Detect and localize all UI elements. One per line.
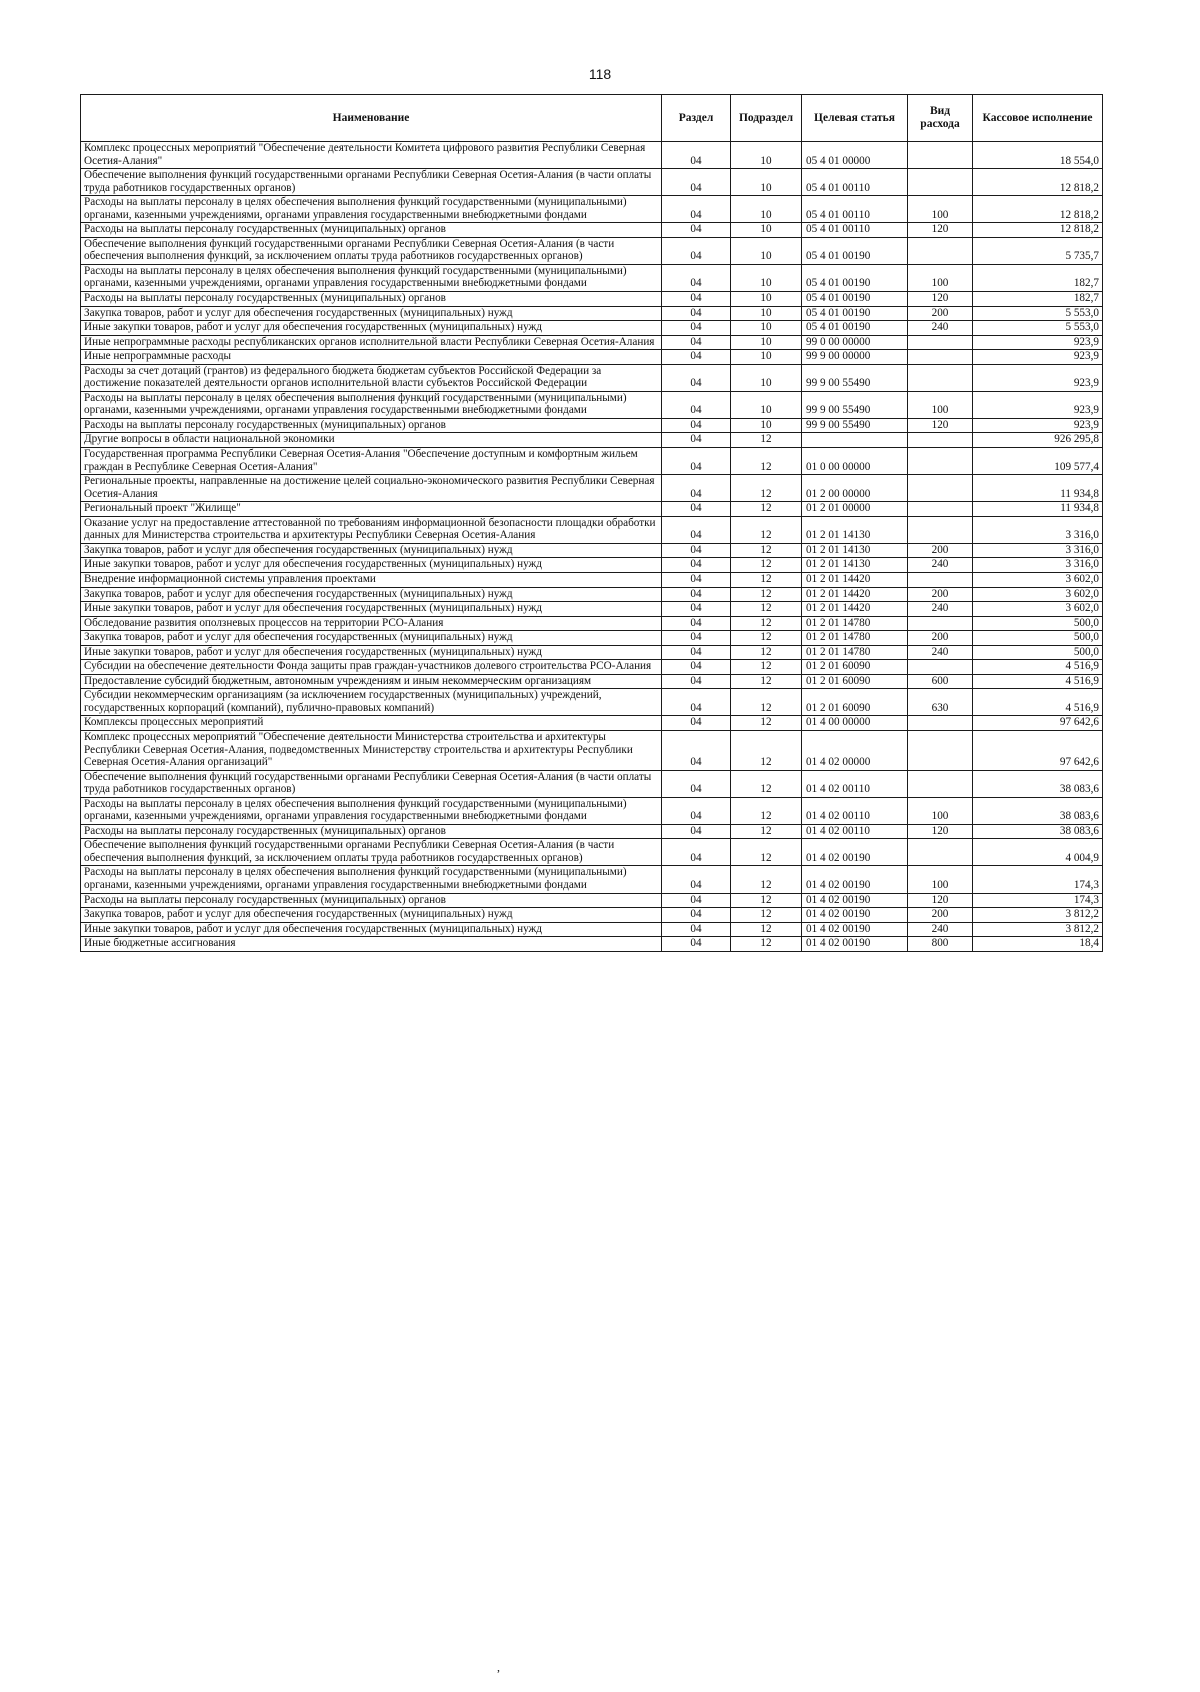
row-target-cell: 01 2 01 60090 xyxy=(802,660,908,675)
table-row xyxy=(81,770,1103,797)
row-podrazdel-cell: 10 xyxy=(731,364,802,391)
row-name-cell: Закупка товаров, работ и услуг для обеспечения государственных (муниципальных) нужд xyxy=(81,306,662,321)
row-razdel-cell: 04 xyxy=(662,572,731,587)
row-vid-cell: 240 xyxy=(908,602,973,617)
row-vid-cell: 200 xyxy=(908,631,973,646)
row-target-cell: 05 4 01 00190 xyxy=(802,321,908,336)
row-podrazdel-cell: 10 xyxy=(731,335,802,350)
row-name-cell: Иные закупки товаров, работ и услуг для обеспечения государственных (муниципальных) нужд xyxy=(81,602,662,617)
row-name-cell: Расходы на выплаты персоналу в целях обеспечения выполнения функций государственными (муниципальными) органами, казенными учреждениями, органами управления государственными внебюджетными фондами xyxy=(81,866,662,893)
row-razdel-cell: 04 xyxy=(662,824,731,839)
row-target-cell: 01 2 01 14780 xyxy=(802,616,908,631)
row-vid-cell: 200 xyxy=(908,306,973,321)
row-podrazdel-cell: 10 xyxy=(731,350,802,365)
row-amount-cell: 500,0 xyxy=(973,616,1103,631)
row-name-cell: Комплекс процессных мероприятий "Обеспечение деятельности Министерства строительства и архитектуры Республики Северная Осетия-Алания, подведомственных Министерству строительства и архитектуры Республики Северная Осетия-Алания организаций" xyxy=(81,730,662,770)
row-name-cell: Обеспечение выполнения функций государственными органами Республики Северная Осетия-Алания (в части обеспечения выполнения функций, за исключением оплаты труда работников государственных органов) xyxy=(81,237,662,264)
row-amount-cell: 12 818,2 xyxy=(973,196,1103,223)
row-amount-cell: 11 934,8 xyxy=(973,475,1103,502)
row-podrazdel-cell: 12 xyxy=(731,674,802,689)
row-target-cell: 01 2 01 14420 xyxy=(802,572,908,587)
row-amount-cell: 926 295,8 xyxy=(973,433,1103,448)
row-vid-cell: 100 xyxy=(908,797,973,824)
row-podrazdel-cell: 12 xyxy=(731,558,802,573)
row-amount-cell: 12 818,2 xyxy=(973,169,1103,196)
row-amount-cell: 500,0 xyxy=(973,645,1103,660)
row-podrazdel-cell: 12 xyxy=(731,502,802,517)
row-vid-cell xyxy=(908,516,973,543)
row-vid-cell: 120 xyxy=(908,292,973,307)
row-target-cell: 01 4 02 00110 xyxy=(802,824,908,839)
table-row xyxy=(81,516,1103,543)
row-razdel-cell: 04 xyxy=(662,516,731,543)
row-amount-cell: 11 934,8 xyxy=(973,502,1103,517)
row-razdel-cell: 04 xyxy=(662,937,731,952)
row-name-cell: Расходы на выплаты персоналу в целях обеспечения выполнения функций государственными (муниципальными) органами, казенными учреждениями, органами управления государственными внебюджетными фондами xyxy=(81,391,662,418)
table-row xyxy=(81,937,1103,952)
row-razdel-cell: 04 xyxy=(662,364,731,391)
row-amount-cell: 4 516,9 xyxy=(973,689,1103,716)
row-podrazdel-cell: 12 xyxy=(731,572,802,587)
table-header xyxy=(81,95,1103,142)
row-vid-cell xyxy=(908,169,973,196)
row-amount-cell: 3 316,0 xyxy=(973,558,1103,573)
row-name-cell: Закупка товаров, работ и услуг для обеспечения государственных (муниципальных) нужд xyxy=(81,543,662,558)
table-row xyxy=(81,223,1103,238)
table-row xyxy=(81,839,1103,866)
row-razdel-cell: 04 xyxy=(662,223,731,238)
row-podrazdel-cell: 12 xyxy=(731,660,802,675)
row-name-cell: Обеспечение выполнения функций государственными органами Республики Северная Осетия-Алания (в части обеспечения выполнения функций, за исключением оплаты труда работников государственных органов) xyxy=(81,839,662,866)
row-name-cell: Расходы на выплаты персоналу государственных (муниципальных) органов xyxy=(81,893,662,908)
row-podrazdel-cell: 10 xyxy=(731,418,802,433)
table-row xyxy=(81,674,1103,689)
header-name: Наименование xyxy=(81,95,662,142)
table-row xyxy=(81,558,1103,573)
row-name-cell: Региональные проекты, направленные на достижение целей социально-экономического развития Республики Северная Осетия-Алания xyxy=(81,475,662,502)
row-podrazdel-cell: 12 xyxy=(731,908,802,923)
table-row xyxy=(81,169,1103,196)
row-target-cell: 99 9 00 55490 xyxy=(802,418,908,433)
row-target-cell: 01 2 01 14780 xyxy=(802,631,908,646)
row-amount-cell: 12 818,2 xyxy=(973,223,1103,238)
row-name-cell: Закупка товаров, работ и услуг для обеспечения государственных (муниципальных) нужд xyxy=(81,587,662,602)
row-podrazdel-cell: 12 xyxy=(731,631,802,646)
row-target-cell: 01 4 02 00190 xyxy=(802,908,908,923)
table-row xyxy=(81,730,1103,770)
header-razdel: Раздел xyxy=(662,95,731,142)
table-row xyxy=(81,306,1103,321)
table-body xyxy=(81,142,1103,952)
row-name-cell: Обеспечение выполнения функций государственными органами Республики Северная Осетия-Алания (в части оплаты труда работников государственных органов) xyxy=(81,770,662,797)
row-amount-cell: 923,9 xyxy=(973,364,1103,391)
row-razdel-cell: 04 xyxy=(662,797,731,824)
row-amount-cell: 923,9 xyxy=(973,391,1103,418)
row-podrazdel-cell: 12 xyxy=(731,716,802,731)
row-target-cell: 01 0 00 00000 xyxy=(802,448,908,475)
table-row xyxy=(81,660,1103,675)
row-target-cell: 05 4 01 00110 xyxy=(802,169,908,196)
row-target-cell: 05 4 01 00000 xyxy=(802,142,908,169)
row-razdel-cell: 04 xyxy=(662,689,731,716)
row-name-cell: Закупка товаров, работ и услуг для обеспечения государственных (муниципальных) нужд xyxy=(81,908,662,923)
row-vid-cell xyxy=(908,364,973,391)
row-podrazdel-cell: 12 xyxy=(731,770,802,797)
row-name-cell: Внедрение информационной системы управления проектами xyxy=(81,572,662,587)
row-amount-cell: 5 553,0 xyxy=(973,321,1103,336)
row-name-cell: Иные непрограммные расходы республиканских органов исполнительной власти Республики Северная Осетия-Алания xyxy=(81,335,662,350)
row-name-cell: Предоставление субсидий бюджетным, автономным учреждениям и иным некоммерческим организациям xyxy=(81,674,662,689)
table-row xyxy=(81,543,1103,558)
row-target-cell: 01 4 02 00190 xyxy=(802,893,908,908)
row-razdel-cell: 04 xyxy=(662,418,731,433)
budget-execution-table xyxy=(80,94,1103,952)
row-amount-cell: 3 602,0 xyxy=(973,587,1103,602)
row-podrazdel-cell: 12 xyxy=(731,448,802,475)
row-amount-cell: 500,0 xyxy=(973,631,1103,646)
row-razdel-cell: 04 xyxy=(662,321,731,336)
row-vid-cell: 200 xyxy=(908,587,973,602)
table-row xyxy=(81,391,1103,418)
row-amount-cell: 38 083,6 xyxy=(973,824,1103,839)
row-amount-cell: 4 516,9 xyxy=(973,674,1103,689)
row-target-cell: 01 4 02 00190 xyxy=(802,839,908,866)
row-target-cell: 05 4 01 00110 xyxy=(802,223,908,238)
row-name-cell: Расходы на выплаты персоналу в целях обеспечения выполнения функций государственными (муниципальными) органами, казенными учреждениями, органами управления государственными внебюджетными фондами xyxy=(81,196,662,223)
row-razdel-cell: 04 xyxy=(662,839,731,866)
header-vid: Вид расхода xyxy=(908,95,973,142)
row-amount-cell: 3 812,2 xyxy=(973,922,1103,937)
row-target-cell: 05 4 01 00110 xyxy=(802,196,908,223)
row-razdel-cell: 04 xyxy=(662,645,731,660)
row-target-cell: 01 4 02 00190 xyxy=(802,866,908,893)
row-podrazdel-cell: 12 xyxy=(731,866,802,893)
row-target-cell: 05 4 01 00190 xyxy=(802,237,908,264)
row-name-cell: Расходы на выплаты персоналу государственных (муниципальных) органов xyxy=(81,223,662,238)
row-vid-cell: 120 xyxy=(908,824,973,839)
row-target-cell: 99 9 00 55490 xyxy=(802,391,908,418)
row-name-cell: Субсидии на обеспечение деятельности Фонда защиты прав граждан-участников долевого строительства РСО-Алания xyxy=(81,660,662,675)
row-vid-cell xyxy=(908,335,973,350)
row-podrazdel-cell: 10 xyxy=(731,237,802,264)
row-target-cell: 01 4 02 00190 xyxy=(802,922,908,937)
row-podrazdel-cell: 10 xyxy=(731,264,802,291)
row-vid-cell xyxy=(908,730,973,770)
table-row xyxy=(81,142,1103,169)
table-row xyxy=(81,264,1103,291)
row-amount-cell: 109 577,4 xyxy=(973,448,1103,475)
row-amount-cell: 3 316,0 xyxy=(973,543,1103,558)
row-podrazdel-cell: 10 xyxy=(731,391,802,418)
row-podrazdel-cell: 10 xyxy=(731,321,802,336)
row-name-cell: Другие вопросы в области национальной экономики xyxy=(81,433,662,448)
table-row xyxy=(81,645,1103,660)
row-amount-cell: 5 553,0 xyxy=(973,306,1103,321)
row-podrazdel-cell: 10 xyxy=(731,142,802,169)
row-vid-cell: 100 xyxy=(908,264,973,291)
row-name-cell: Оказание услуг на предоставление аттестованной по требованиям информационной безопасности площадки обработки данных для Министерства строительства и архитектуры Республики Северная Осетия-Алания xyxy=(81,516,662,543)
row-razdel-cell: 04 xyxy=(662,335,731,350)
row-vid-cell: 120 xyxy=(908,223,973,238)
row-name-cell: Обследование развития оползневых процессов на территории РСО-Алания xyxy=(81,616,662,631)
row-razdel-cell: 04 xyxy=(662,866,731,893)
row-podrazdel-cell: 12 xyxy=(731,543,802,558)
row-razdel-cell: 04 xyxy=(662,558,731,573)
row-razdel-cell: 04 xyxy=(662,660,731,675)
row-vid-cell: 600 xyxy=(908,674,973,689)
row-razdel-cell: 04 xyxy=(662,602,731,617)
row-name-cell: Субсидии некоммерческим организациям (за исключением государственных (муниципальных) учреждений, государственных корпораций (компаний), публично-правовых компаний) xyxy=(81,689,662,716)
row-target-cell: 01 2 01 14130 xyxy=(802,558,908,573)
row-target-cell: 01 2 01 60090 xyxy=(802,689,908,716)
row-amount-cell: 4 516,9 xyxy=(973,660,1103,675)
row-podrazdel-cell: 12 xyxy=(731,937,802,952)
row-vid-cell: 240 xyxy=(908,645,973,660)
row-razdel-cell: 04 xyxy=(662,716,731,731)
row-amount-cell: 97 642,6 xyxy=(973,716,1103,731)
table-row xyxy=(81,448,1103,475)
row-razdel-cell: 04 xyxy=(662,616,731,631)
row-name-cell: Иные закупки товаров, работ и услуг для обеспечения государственных (муниципальных) нужд xyxy=(81,321,662,336)
row-podrazdel-cell: 12 xyxy=(731,797,802,824)
row-vid-cell xyxy=(908,660,973,675)
row-name-cell: Закупка товаров, работ и услуг для обеспечения государственных (муниципальных) нужд xyxy=(81,631,662,646)
row-podrazdel-cell: 12 xyxy=(731,587,802,602)
row-vid-cell: 240 xyxy=(908,558,973,573)
table-row xyxy=(81,866,1103,893)
row-razdel-cell: 04 xyxy=(662,922,731,937)
row-name-cell: Расходы на выплаты персоналу государственных (муниципальных) органов xyxy=(81,418,662,433)
row-name-cell: Комплексы процессных мероприятий xyxy=(81,716,662,731)
row-podrazdel-cell: 12 xyxy=(731,839,802,866)
row-podrazdel-cell: 12 xyxy=(731,616,802,631)
row-razdel-cell: 04 xyxy=(662,448,731,475)
row-target-cell: 99 9 00 00000 xyxy=(802,350,908,365)
row-vid-cell xyxy=(908,716,973,731)
row-amount-cell: 182,7 xyxy=(973,292,1103,307)
table-row xyxy=(81,350,1103,365)
row-target-cell: 99 0 00 00000 xyxy=(802,335,908,350)
row-vid-cell: 630 xyxy=(908,689,973,716)
table-row xyxy=(81,292,1103,307)
row-amount-cell: 174,3 xyxy=(973,866,1103,893)
row-razdel-cell: 04 xyxy=(662,587,731,602)
row-razdel-cell: 04 xyxy=(662,543,731,558)
table-row xyxy=(81,824,1103,839)
row-vid-cell xyxy=(908,350,973,365)
footer-mark: , xyxy=(497,1660,500,1674)
row-podrazdel-cell: 10 xyxy=(731,196,802,223)
row-vid-cell xyxy=(908,448,973,475)
row-name-cell: Иные бюджетные ассигнования xyxy=(81,937,662,952)
row-name-cell: Иные непрограммные расходы xyxy=(81,350,662,365)
row-vid-cell xyxy=(908,142,973,169)
row-podrazdel-cell: 12 xyxy=(731,516,802,543)
row-amount-cell: 182,7 xyxy=(973,264,1103,291)
table-row xyxy=(81,631,1103,646)
table-row xyxy=(81,572,1103,587)
row-vid-cell xyxy=(908,572,973,587)
row-vid-cell xyxy=(908,616,973,631)
row-podrazdel-cell: 12 xyxy=(731,475,802,502)
row-amount-cell: 38 083,6 xyxy=(973,797,1103,824)
table-row xyxy=(81,893,1103,908)
row-podrazdel-cell: 12 xyxy=(731,824,802,839)
header-podrazdel: Подраздел xyxy=(731,95,802,142)
row-target-cell: 01 2 01 14130 xyxy=(802,543,908,558)
row-vid-cell xyxy=(908,502,973,517)
row-podrazdel-cell: 12 xyxy=(731,730,802,770)
table-row xyxy=(81,475,1103,502)
header-amount: Кассовое исполнение xyxy=(973,95,1103,142)
row-target-cell: 01 2 01 00000 xyxy=(802,502,908,517)
row-vid-cell: 100 xyxy=(908,391,973,418)
row-amount-cell: 18 554,0 xyxy=(973,142,1103,169)
row-razdel-cell: 04 xyxy=(662,730,731,770)
row-podrazdel-cell: 10 xyxy=(731,306,802,321)
row-razdel-cell: 04 xyxy=(662,142,731,169)
row-razdel-cell: 04 xyxy=(662,306,731,321)
row-vid-cell xyxy=(908,475,973,502)
row-target-cell: 01 2 01 14130 xyxy=(802,516,908,543)
table-row xyxy=(81,196,1103,223)
row-name-cell: Региональный проект "Жилище" xyxy=(81,502,662,517)
row-razdel-cell: 04 xyxy=(662,433,731,448)
row-vid-cell: 120 xyxy=(908,418,973,433)
row-target-cell: 05 4 01 00190 xyxy=(802,292,908,307)
row-name-cell: Расходы на выплаты персоналу в целях обеспечения выполнения функций государственными (муниципальными) органами, казенными учреждениями, органами управления государственными внебюджетными фондами xyxy=(81,264,662,291)
table-row xyxy=(81,616,1103,631)
row-podrazdel-cell: 12 xyxy=(731,645,802,660)
row-razdel-cell: 04 xyxy=(662,674,731,689)
row-name-cell: Государственная программа Республики Северная Осетия-Алания "Обеспечение доступным и комфортным жильем граждан в Республике Северная Осетия-Алания" xyxy=(81,448,662,475)
table-row xyxy=(81,433,1103,448)
row-podrazdel-cell: 12 xyxy=(731,433,802,448)
row-vid-cell: 240 xyxy=(908,321,973,336)
row-name-cell: Комплекс процессных мероприятий "Обеспечение деятельности Комитета цифрового развития Республики Северная Осетия-Алания" xyxy=(81,142,662,169)
row-podrazdel-cell: 12 xyxy=(731,689,802,716)
table-row xyxy=(81,908,1103,923)
row-amount-cell: 18,4 xyxy=(973,937,1103,952)
row-vid-cell xyxy=(908,237,973,264)
table-row xyxy=(81,364,1103,391)
row-target-cell: 01 4 02 00110 xyxy=(802,770,908,797)
row-podrazdel-cell: 12 xyxy=(731,922,802,937)
page-number: 118 xyxy=(588,66,612,82)
row-amount-cell: 3 316,0 xyxy=(973,516,1103,543)
row-podrazdel-cell: 12 xyxy=(731,602,802,617)
row-name-cell: Расходы за счет дотаций (грантов) из федерального бюджета бюджетам субъектов Российской Федерации за достижение показателей деятельности органов исполнительной власти субъектов Российской Федерации xyxy=(81,364,662,391)
row-amount-cell: 3 812,2 xyxy=(973,908,1103,923)
row-target-cell: 01 2 01 60090 xyxy=(802,674,908,689)
row-razdel-cell: 04 xyxy=(662,169,731,196)
row-vid-cell: 200 xyxy=(908,908,973,923)
row-amount-cell: 5 735,7 xyxy=(973,237,1103,264)
row-target-cell: 01 2 01 14780 xyxy=(802,645,908,660)
header-target: Целевая статья xyxy=(802,95,908,142)
row-razdel-cell: 04 xyxy=(662,391,731,418)
row-target-cell: 05 4 01 00190 xyxy=(802,306,908,321)
table-row xyxy=(81,922,1103,937)
row-razdel-cell: 04 xyxy=(662,502,731,517)
row-target-cell: 01 4 02 00000 xyxy=(802,730,908,770)
row-vid-cell: 800 xyxy=(908,937,973,952)
row-target-cell: 05 4 01 00190 xyxy=(802,264,908,291)
row-razdel-cell: 04 xyxy=(662,631,731,646)
table-row xyxy=(81,418,1103,433)
row-target-cell xyxy=(802,433,908,448)
row-target-cell: 01 2 01 14420 xyxy=(802,587,908,602)
row-amount-cell: 3 602,0 xyxy=(973,602,1103,617)
row-razdel-cell: 04 xyxy=(662,264,731,291)
row-target-cell: 01 2 01 14420 xyxy=(802,602,908,617)
row-target-cell: 99 9 00 55490 xyxy=(802,364,908,391)
row-name-cell: Иные закупки товаров, работ и услуг для обеспечения государственных (муниципальных) нужд xyxy=(81,645,662,660)
row-amount-cell: 97 642,6 xyxy=(973,730,1103,770)
table-row xyxy=(81,321,1103,336)
row-name-cell: Иные закупки товаров, работ и услуг для обеспечения государственных (муниципальных) нужд xyxy=(81,558,662,573)
row-amount-cell: 38 083,6 xyxy=(973,770,1103,797)
row-amount-cell: 174,3 xyxy=(973,893,1103,908)
row-name-cell: Иные закупки товаров, работ и услуг для обеспечения государственных (муниципальных) нужд xyxy=(81,922,662,937)
row-amount-cell: 923,9 xyxy=(973,418,1103,433)
row-razdel-cell: 04 xyxy=(662,350,731,365)
row-podrazdel-cell: 10 xyxy=(731,292,802,307)
row-vid-cell xyxy=(908,433,973,448)
row-vid-cell: 240 xyxy=(908,922,973,937)
table-row xyxy=(81,587,1103,602)
row-podrazdel-cell: 12 xyxy=(731,893,802,908)
row-amount-cell: 4 004,9 xyxy=(973,839,1103,866)
row-podrazdel-cell: 10 xyxy=(731,223,802,238)
row-razdel-cell: 04 xyxy=(662,908,731,923)
row-amount-cell: 923,9 xyxy=(973,335,1103,350)
row-target-cell: 01 4 00 00000 xyxy=(802,716,908,731)
row-vid-cell: 120 xyxy=(908,893,973,908)
table-row xyxy=(81,716,1103,731)
table-row xyxy=(81,797,1103,824)
row-name-cell: Расходы на выплаты персоналу государственных (муниципальных) органов xyxy=(81,292,662,307)
row-target-cell: 01 2 00 00000 xyxy=(802,475,908,502)
row-razdel-cell: 04 xyxy=(662,237,731,264)
row-vid-cell xyxy=(908,839,973,866)
table-row xyxy=(81,502,1103,517)
row-vid-cell xyxy=(908,770,973,797)
row-razdel-cell: 04 xyxy=(662,475,731,502)
row-razdel-cell: 04 xyxy=(662,196,731,223)
row-name-cell: Обеспечение выполнения функций государственными органами Республики Северная Осетия-Алания (в части оплаты труда работников государственных органов) xyxy=(81,169,662,196)
row-target-cell: 01 4 02 00190 xyxy=(802,937,908,952)
table-row xyxy=(81,335,1103,350)
row-name-cell: Расходы на выплаты персоналу государственных (муниципальных) органов xyxy=(81,824,662,839)
table-row xyxy=(81,237,1103,264)
row-vid-cell: 100 xyxy=(908,866,973,893)
table-row xyxy=(81,689,1103,716)
row-vid-cell: 100 xyxy=(908,196,973,223)
row-amount-cell: 923,9 xyxy=(973,350,1103,365)
row-target-cell: 01 4 02 00110 xyxy=(802,797,908,824)
table-row xyxy=(81,602,1103,617)
row-name-cell: Расходы на выплаты персоналу в целях обеспечения выполнения функций государственными (муниципальными) органами, казенными учреждениями, органами управления государственными внебюджетными фондами xyxy=(81,797,662,824)
row-razdel-cell: 04 xyxy=(662,893,731,908)
row-podrazdel-cell: 10 xyxy=(731,169,802,196)
row-vid-cell: 200 xyxy=(908,543,973,558)
row-amount-cell: 3 602,0 xyxy=(973,572,1103,587)
row-razdel-cell: 04 xyxy=(662,770,731,797)
row-razdel-cell: 04 xyxy=(662,292,731,307)
